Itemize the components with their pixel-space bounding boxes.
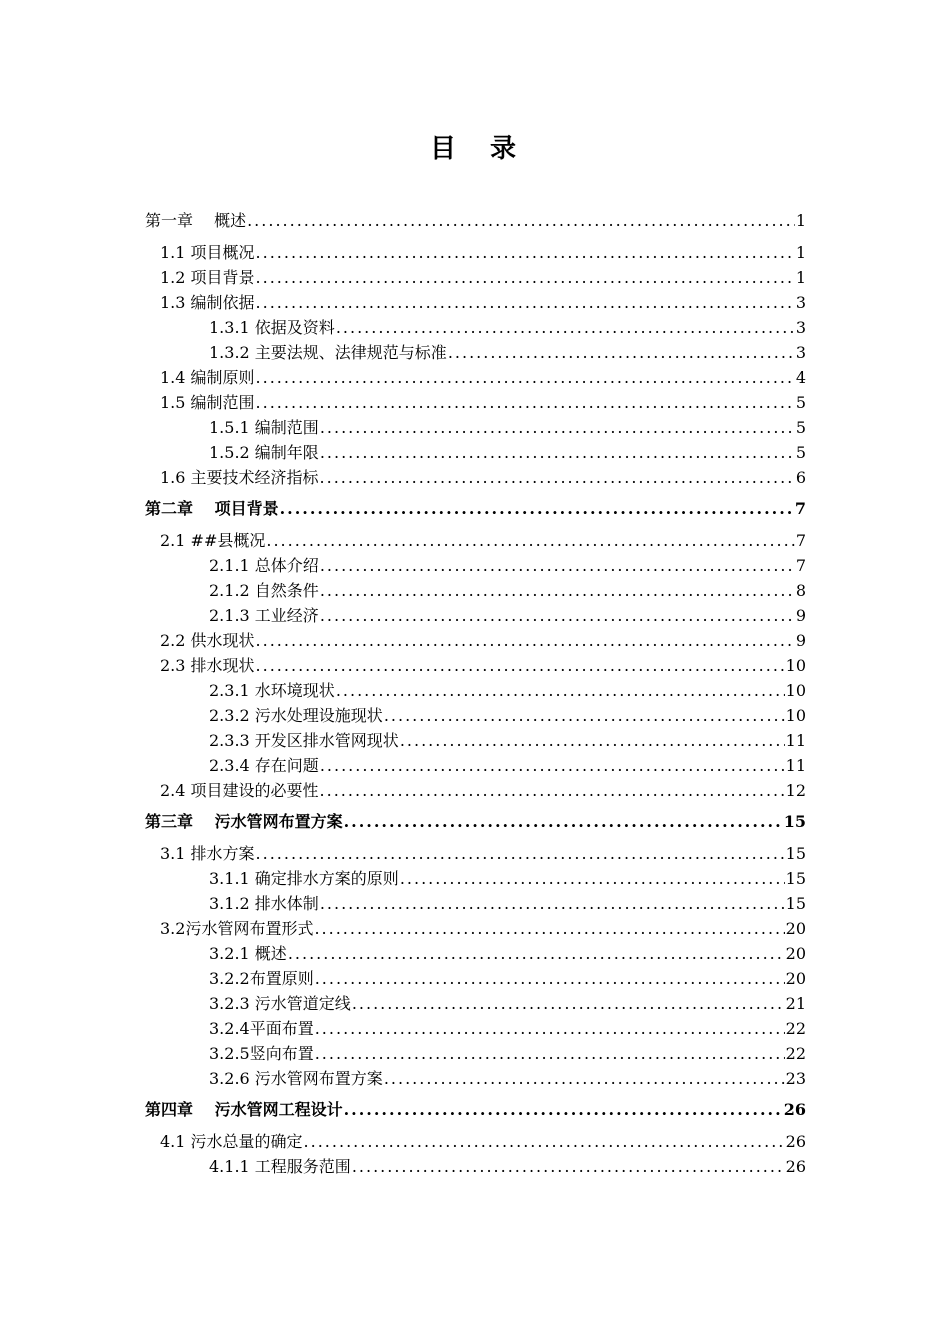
toc-entry-page-number: 9 bbox=[795, 606, 806, 625]
toc-section-entry[interactable] bbox=[145, 628, 806, 653]
toc-entry-title: 第三章 污水管网布置方案 bbox=[145, 812, 343, 831]
toc-title: 目 录 bbox=[429, 134, 520, 164]
dot-leader bbox=[384, 1066, 785, 1091]
toc-entry-title: 1.2 项目背景 bbox=[160, 268, 255, 287]
dot-leader bbox=[314, 916, 784, 941]
dot-leader bbox=[448, 340, 795, 365]
dot-leader bbox=[320, 578, 795, 603]
toc-entry-page-number: 12 bbox=[785, 781, 806, 800]
toc-section-entry[interactable] bbox=[145, 553, 806, 578]
dot-leader bbox=[400, 728, 785, 753]
toc-section-entry[interactable] bbox=[145, 365, 806, 390]
dot-leader bbox=[256, 265, 795, 290]
toc-entry-title: 2.3.1 水环境现状 bbox=[209, 681, 335, 700]
toc-entry-title: 4.1 污水总量的确定 bbox=[160, 1132, 303, 1151]
toc-entry-page-number: 1 bbox=[795, 268, 806, 287]
toc-entry-page-number: 5 bbox=[795, 418, 806, 437]
toc-section-entry[interactable] bbox=[145, 941, 806, 966]
dot-leader bbox=[320, 465, 795, 490]
toc-entry-page-number: 23 bbox=[785, 1069, 806, 1088]
dot-leader bbox=[256, 290, 795, 315]
toc-entry-title: 3.2污水管网布置形式 bbox=[160, 919, 314, 938]
toc-section-entry[interactable] bbox=[145, 991, 806, 1016]
toc-chapter-entry[interactable] bbox=[145, 206, 806, 236]
toc-section-entry[interactable] bbox=[145, 1016, 806, 1041]
toc-section-entry[interactable] bbox=[145, 841, 806, 866]
toc-section-entry[interactable] bbox=[145, 240, 806, 265]
toc-entry-page-number: 7 bbox=[795, 556, 806, 575]
toc-entry-title: 3.2.5竖向布置 bbox=[209, 1044, 314, 1063]
toc-section-entry[interactable] bbox=[145, 340, 806, 365]
toc-section-entry[interactable] bbox=[145, 1041, 806, 1066]
toc-entry-page-number: 20 bbox=[785, 969, 806, 988]
toc-section-entry[interactable] bbox=[145, 390, 806, 415]
toc-entry-title: 3.2.2布置原则 bbox=[209, 969, 314, 988]
dot-leader bbox=[320, 753, 785, 778]
dot-leader bbox=[384, 703, 785, 728]
toc-entry-title: 1.5 编制范围 bbox=[160, 393, 255, 412]
toc-entry-title: 第一章 概述 bbox=[145, 211, 247, 230]
toc-chapter-entry[interactable] bbox=[145, 807, 806, 837]
toc-entry-page-number: 3 bbox=[795, 343, 806, 362]
toc-entry-title: 2.1 ##县概况 bbox=[160, 531, 266, 550]
toc-section-entry[interactable] bbox=[145, 753, 806, 778]
toc-section-entry[interactable] bbox=[145, 678, 806, 703]
toc-entry-page-number: 10 bbox=[785, 681, 806, 700]
toc-section-entry[interactable] bbox=[145, 440, 806, 465]
dot-leader bbox=[320, 415, 795, 440]
toc-entry-title: 2.3.4 存在问题 bbox=[209, 756, 319, 775]
toc-entry-title: 1.4 编制原则 bbox=[160, 368, 255, 387]
toc-entry-page-number: 7 bbox=[795, 531, 806, 550]
toc-entry-page-number: 5 bbox=[795, 393, 806, 412]
toc-entry-title: 第四章 污水管网工程设计 bbox=[145, 1100, 343, 1119]
dot-leader bbox=[256, 628, 795, 653]
toc-entry-page-number: 7 bbox=[794, 499, 806, 518]
dot-leader bbox=[320, 603, 795, 628]
toc-section-entry[interactable] bbox=[145, 866, 806, 891]
dot-leader bbox=[256, 390, 795, 415]
toc-entry-page-number: 3 bbox=[795, 293, 806, 312]
toc-entry-title: 2.3.3 开发区排水管网现状 bbox=[209, 731, 399, 750]
dot-leader bbox=[336, 315, 795, 340]
toc-entry-page-number: 15 bbox=[785, 844, 806, 863]
toc-entry-title: 1.1 项目概况 bbox=[160, 243, 255, 262]
dot-leader bbox=[288, 941, 785, 966]
dot-leader bbox=[336, 678, 785, 703]
toc-entry-title: 1.5.2 编制年限 bbox=[209, 443, 319, 462]
toc-section-entry[interactable] bbox=[145, 728, 806, 753]
dot-leader bbox=[344, 1095, 783, 1125]
toc-entry-page-number: 10 bbox=[785, 656, 806, 675]
toc-section-entry[interactable] bbox=[145, 653, 806, 678]
toc-entry-page-number: 11 bbox=[785, 731, 806, 750]
dot-leader bbox=[320, 778, 785, 803]
toc-entry-page-number: 8 bbox=[795, 581, 806, 600]
toc-section-entry[interactable] bbox=[145, 465, 806, 490]
dot-leader bbox=[320, 891, 785, 916]
dot-leader bbox=[315, 966, 785, 991]
toc-entry-page-number: 3 bbox=[795, 318, 806, 337]
toc-section-entry[interactable] bbox=[145, 528, 806, 553]
toc-section-entry[interactable] bbox=[145, 415, 806, 440]
dot-leader bbox=[256, 653, 785, 678]
toc-entry-title: 3.1 排水方案 bbox=[160, 844, 255, 863]
dot-leader bbox=[247, 206, 795, 236]
dot-leader bbox=[256, 240, 795, 265]
toc-entry-title: 3.1.2 排水体制 bbox=[209, 894, 319, 913]
dot-leader bbox=[352, 991, 785, 1016]
toc-entry-page-number: 26 bbox=[785, 1157, 806, 1176]
toc-section-entry[interactable] bbox=[145, 916, 806, 941]
toc-section-entry[interactable] bbox=[145, 315, 806, 340]
toc-section-entry[interactable] bbox=[145, 265, 806, 290]
toc-section-entry[interactable] bbox=[145, 1129, 806, 1154]
dot-leader bbox=[352, 1154, 785, 1179]
toc-entry-title: 3.2.1 概述 bbox=[209, 944, 287, 963]
toc-entry-title: 2.1.1 总体介绍 bbox=[209, 556, 319, 575]
dot-leader bbox=[400, 866, 785, 891]
dot-leader bbox=[256, 841, 785, 866]
toc-entry-page-number: 15 bbox=[785, 894, 806, 913]
toc-entry-title: 1.5.1 编制范围 bbox=[209, 418, 319, 437]
toc-section-entry[interactable] bbox=[145, 966, 806, 991]
toc-entry-title: 2.1.3 工业经济 bbox=[209, 606, 319, 625]
toc-entry-page-number: 4 bbox=[795, 368, 806, 387]
toc-entry-title: 3.2.4平面布置 bbox=[209, 1019, 314, 1038]
toc-entry-page-number: 6 bbox=[795, 468, 806, 487]
dot-leader bbox=[256, 365, 795, 390]
dot-leader bbox=[344, 807, 783, 837]
toc-section-entry[interactable] bbox=[145, 891, 806, 916]
toc-entry-title: 4.1.1 工程服务范围 bbox=[209, 1157, 351, 1176]
toc-entry-title: 2.4 项目建设的必要性 bbox=[160, 781, 319, 800]
dot-leader bbox=[304, 1129, 785, 1154]
toc-section-entry[interactable] bbox=[145, 1066, 806, 1091]
toc-entry-page-number: 1 bbox=[795, 211, 806, 230]
toc-section-entry[interactable] bbox=[145, 778, 806, 803]
toc-entry-page-number: 26 bbox=[783, 1100, 806, 1119]
toc-section-entry[interactable] bbox=[145, 578, 806, 603]
toc-entry-page-number: 15 bbox=[785, 869, 806, 888]
toc-entry-title: 1.3 编制依据 bbox=[160, 293, 255, 312]
toc-entry-title: 3.2.6 污水管网布置方案 bbox=[209, 1069, 383, 1088]
toc-entry-page-number: 22 bbox=[785, 1019, 806, 1038]
dot-leader bbox=[320, 440, 795, 465]
toc-entry-page-number: 15 bbox=[783, 812, 806, 831]
dot-leader bbox=[280, 494, 794, 524]
toc-chapter-entry[interactable] bbox=[145, 494, 806, 524]
dot-leader bbox=[320, 553, 795, 578]
toc-section-entry[interactable] bbox=[145, 703, 806, 728]
dot-leader bbox=[266, 528, 794, 553]
toc-entry-page-number: 22 bbox=[785, 1044, 806, 1063]
table-of-contents bbox=[145, 206, 806, 1179]
dot-leader bbox=[315, 1041, 785, 1066]
toc-entry-page-number: 11 bbox=[785, 756, 806, 775]
toc-section-entry[interactable] bbox=[145, 290, 806, 315]
toc-entry-page-number: 20 bbox=[785, 919, 806, 938]
toc-entry-page-number: 21 bbox=[785, 994, 806, 1013]
toc-section-entry[interactable] bbox=[145, 1154, 806, 1179]
toc-entry-page-number: 26 bbox=[785, 1132, 806, 1151]
toc-entry-title: 3.2.3 污水管道定线 bbox=[209, 994, 351, 1013]
toc-entry-title: 2.1.2 自然条件 bbox=[209, 581, 319, 600]
toc-entry-title: 2.3 排水现状 bbox=[160, 656, 255, 675]
toc-entry-page-number: 5 bbox=[795, 443, 806, 462]
toc-entry-title: 2.3.2 污水处理设施现状 bbox=[209, 706, 383, 725]
toc-entry-title: 1.6 主要技术经济指标 bbox=[160, 468, 319, 487]
toc-entry-title: 1.3.2 主要法规、法律规范与标准 bbox=[209, 343, 447, 362]
toc-chapter-entry[interactable] bbox=[145, 1095, 806, 1125]
toc-entry-page-number: 20 bbox=[785, 944, 806, 963]
toc-entry-page-number: 1 bbox=[795, 243, 806, 262]
toc-section-entry[interactable] bbox=[145, 603, 806, 628]
toc-entry-page-number: 9 bbox=[795, 631, 806, 650]
toc-entry-title: 3.1.1 确定排水方案的原则 bbox=[209, 869, 399, 888]
toc-entry-title: 2.2 供水现状 bbox=[160, 631, 255, 650]
toc-entry-title: 1.3.1 依据及资料 bbox=[209, 318, 335, 337]
dot-leader bbox=[315, 1016, 785, 1041]
toc-entry-page-number: 10 bbox=[785, 706, 806, 725]
toc-entry-title: 第二章 项目背景 bbox=[145, 499, 279, 518]
